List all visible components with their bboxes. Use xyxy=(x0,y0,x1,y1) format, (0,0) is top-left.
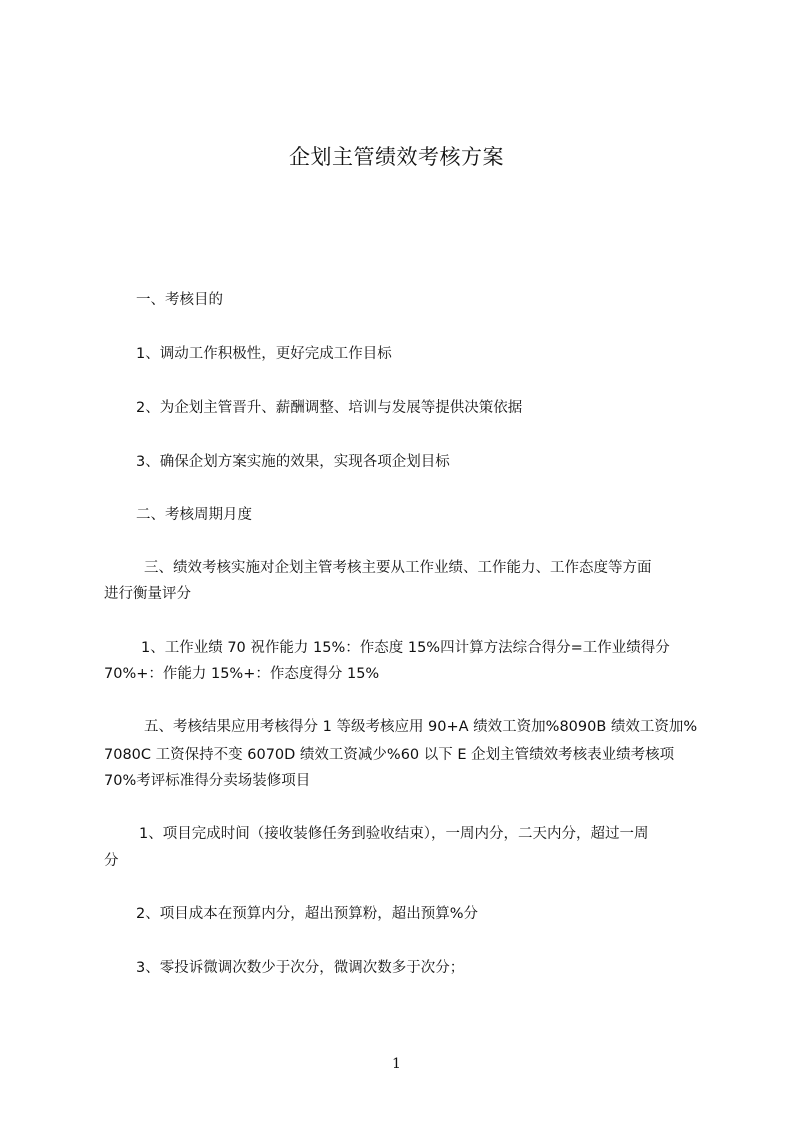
results-application-line-3: 70%考评标准得分卖场装修项目 xyxy=(104,773,311,789)
score-formula-line-2: 70%+：作能力 15%+：作态度得分 15% xyxy=(104,666,380,682)
section-implementation-line-2: 进行衡量评分 xyxy=(104,586,191,602)
page-number: 1 xyxy=(392,1056,401,1072)
purpose-item-1: 1、调动工作积极性，更好完成工作目标 xyxy=(136,346,392,362)
results-application-line-2: 7080C 工资保持不变 6070D 绩效工资减少%60 以下 E 企划主管绩效考核表业绩考核项 xyxy=(104,747,675,763)
section-heading-purpose: 一、考核目的 xyxy=(136,292,223,308)
purpose-item-3: 3、确保企划方案实施的效果，实现各项企划目标 xyxy=(136,454,450,470)
results-application-line-1: 五、考核结果应用考核得分 1 等级考核应用 90+A 绩效工资加%8090B 绩效工资加% xyxy=(144,719,698,735)
project-item-1-line-2: 分 xyxy=(104,853,119,869)
project-item-3: 3、零投诉微调次数少于次分，微调次数多于次分； xyxy=(136,960,465,976)
score-formula-line-1: 1、工作业绩 70 祝作能力 15%：作态度 15%四计算方法综合得分=工作业绩得分 xyxy=(141,640,670,656)
purpose-item-2: 2、为企划主管晋升、薪酬调整、培训与发展等提供决策依据 xyxy=(136,400,523,416)
section-heading-cycle: 二、考核周期月度 xyxy=(136,507,252,523)
project-item-1-line-1: 1、项目完成时间（接收装修任务到验收结束），一周内分，二天内分，超过一周 xyxy=(139,826,649,842)
document-title: 企划主管绩效考核方案 xyxy=(289,145,504,169)
section-implementation-line-1: 三、绩效考核实施对企划主管考核主要从工作业绩、工作能力、工作态度等方面 xyxy=(144,560,652,576)
project-item-2: 2、项目成本在预算内分，超出预算粉，超出预算%分 xyxy=(136,906,479,922)
